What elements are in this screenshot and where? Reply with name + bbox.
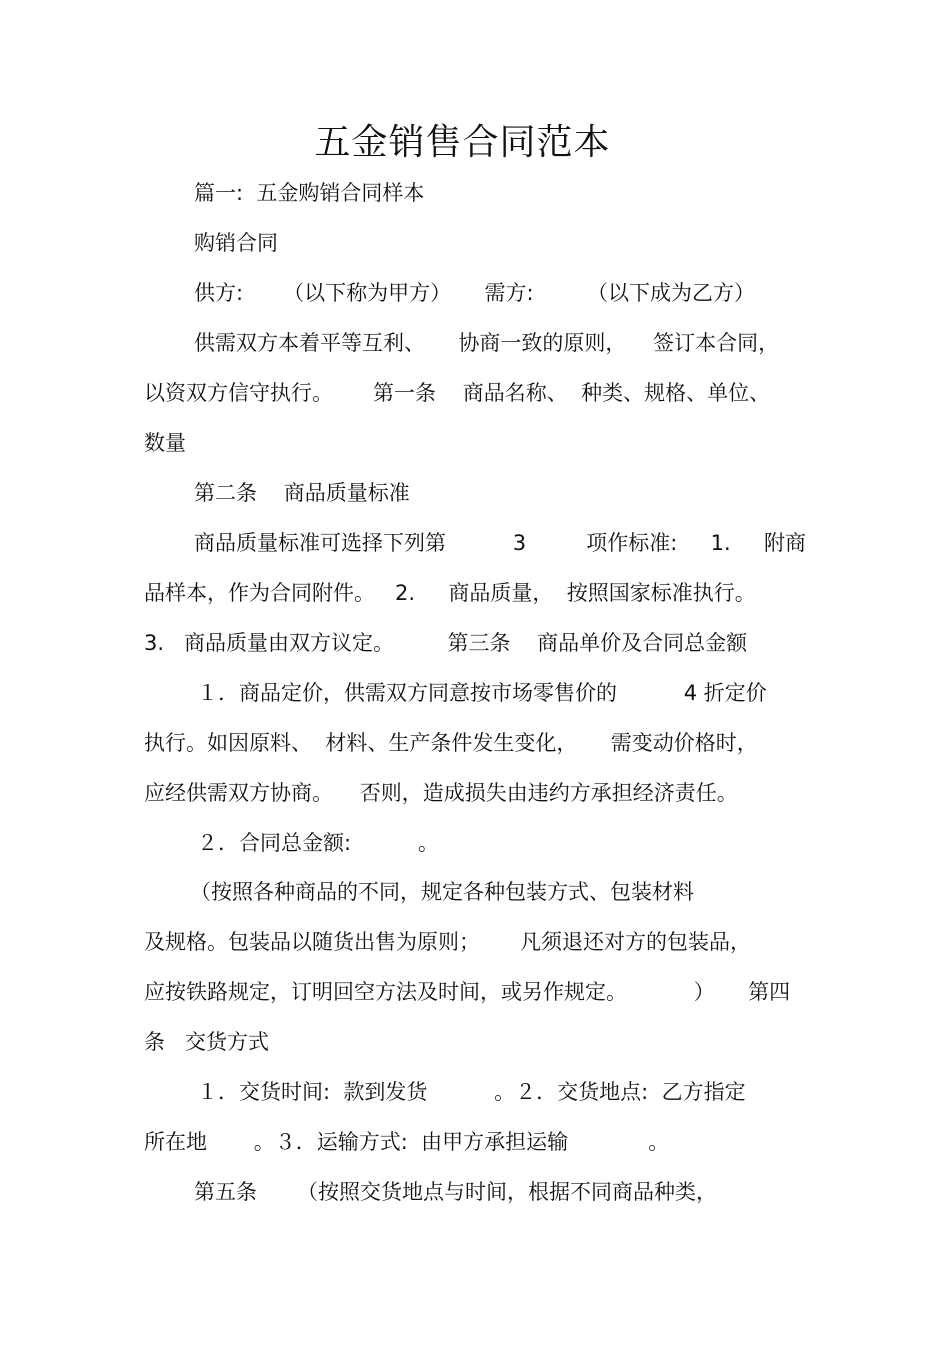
paragraph-line: １．商品定价，供需双方同意按市场零售价的 4 折定价 bbox=[197, 681, 767, 705]
paragraph-line: 以资双方信守执行。 第一条 商品名称、 种类、规格、单位、 bbox=[144, 381, 771, 405]
section-heading: 篇一: 五金购销合同样本 bbox=[194, 181, 425, 205]
paragraph-line: 执行。如因原料、 材料、生产条件发生变化， 需变动价格时， bbox=[144, 731, 758, 755]
paragraph-line: 品样本，作为合同附件。 2. 商品质量， 按照国家标准执行。 bbox=[144, 581, 756, 605]
article-heading: 第二条 商品质量标准 bbox=[194, 481, 410, 505]
paragraph-line: 供需双方本着平等互利、 协商一致的原则， 签订本合同， bbox=[194, 331, 780, 355]
paragraph-line: １．交货时间: 款到发货 。２．交货地点: 乙方指定 bbox=[197, 1080, 746, 1104]
paragraph-line: 商品质量标准可选择下列第 3 项作标准: 1. 附商 bbox=[194, 531, 807, 555]
paragraph-line: 第五条 （按照交货地点与时间，根据不同商品种类， bbox=[194, 1180, 718, 1204]
paragraph-line: 应经供需双方协商。 否则，造成损失由违约方承担经济责任。 bbox=[144, 781, 738, 805]
contract-heading: 购销合同 bbox=[194, 231, 278, 255]
paragraph-line: 条 交货方式 bbox=[144, 1030, 270, 1054]
paragraph-line: 3. 商品质量由双方议定。 第三条 商品单价及合同总金额 bbox=[144, 631, 748, 655]
paragraph-line: （按照各种商品的不同，规定各种包装方式、包装材料 bbox=[190, 880, 694, 904]
document-title: 五金销售合同范本 bbox=[314, 122, 611, 163]
parties-line: 供方: （以下称为甲方） 需方: （以下成为乙方） bbox=[194, 281, 755, 305]
paragraph-line: 所在地 。３．运输方式: 由甲方承担运输 。 bbox=[144, 1130, 670, 1154]
paragraph-line: ２．合同总金额: 。 bbox=[197, 831, 439, 855]
paragraph-line: 及规格。包装品以随货出售为原则； 凡须退还对方的包装品， bbox=[144, 930, 752, 954]
paragraph-line: 应按铁路规定，订明回空方法及时间，或另作规定。 ） 第四 bbox=[144, 980, 791, 1004]
paragraph-line: 数量 bbox=[144, 431, 186, 455]
